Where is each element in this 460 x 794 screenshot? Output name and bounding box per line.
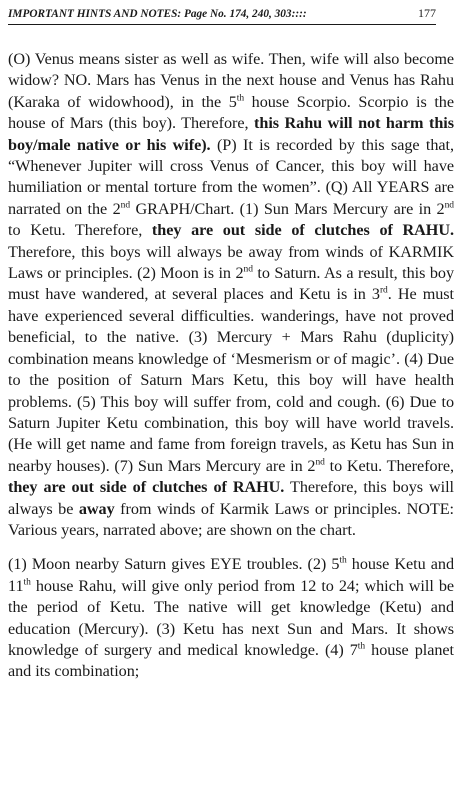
- text-run: house Rahu, will give only period from 12 to 24; which will be the period of Ketu. The native will get knowledge (Ketu) and education (Mercury). (3) Ketu has next Sun and Mars. It shows knowledge of surgery and medical knowledge. (4) 7: [8, 576, 454, 659]
- text-run: house Ketu and 11: [8, 555, 454, 595]
- paragraph: [8, 554, 454, 682]
- text-run: GRAPH/Chart. (1) Sun Mars Mercury are in 2: [130, 199, 445, 218]
- body-text: [8, 49, 454, 683]
- bold-emphasis: they are out side of clutches of RAHU.: [151, 221, 454, 240]
- running-header: [8, 0, 454, 21]
- text-run: Therefore, this boys will always be: [8, 478, 454, 518]
- ordinal-superscript: th: [339, 555, 347, 566]
- ordinal-superscript: rd: [379, 286, 388, 297]
- text-run: to Ketu. Therefore,: [8, 221, 152, 240]
- ordinal-superscript: th: [236, 93, 245, 104]
- ordinal-superscript: nd: [444, 200, 454, 211]
- text-run: to Saturn. As a result, this boy must have wandered, at several places and Ketu is in 3: [8, 264, 454, 304]
- text-run: from winds of Karmik Laws or principles. NOTE: Various years, narrated above; are shown on the chart.: [8, 499, 454, 539]
- page-number: 177: [418, 6, 436, 20]
- text-run: (1) Moon nearby Saturn gives EYE troubles. (2) 5: [8, 555, 340, 574]
- text-run: to Ketu. Therefore,: [324, 456, 454, 475]
- ordinal-superscript: nd: [120, 200, 131, 211]
- header-rule: [8, 24, 436, 25]
- text-run: (O) Venus means sister as well as wife. Then, wife will also become widow? NO. Mars has Venus in the next house and Venus has Rahu (Karaka of widowhood), in the 5: [8, 50, 454, 111]
- bold-emphasis: they are out side of clutches of RAHU.: [8, 478, 285, 497]
- paragraph: [8, 49, 454, 541]
- bold-emphasis: this Rahu will not harm this boy/male native or his wife).: [8, 114, 454, 154]
- running-title: IMPORTANT HINTS AND NOTES: Page No. 174, 240, 303::::: [8, 8, 307, 20]
- ordinal-superscript: th: [357, 641, 366, 652]
- bold-emphasis: away: [78, 499, 115, 518]
- text-run: . He must have experienced several difficulties. wanderings, have not proved beneficial, to the native. (3) Mercury + Mars Rahu (duplicity) combination means knowledge of ‘Mesmerism or of magic’. (4) Due to the position of Saturn Mars Ketu, this boy will have health problems. (5) This boy will suffer from, cold and cough. (6) Due to Saturn Jupiter Ketu combination, this boy will have world travels. (He will get name and fame from foreign travels, as Ketu has Sun in nearby houses). (7) Sun Mars Mercury are in 2: [8, 285, 454, 475]
- text-run: (P) It is recorded by this sage that, “Whenever Jupiter will cross Venus of Cancer, this boy will have humiliation or mental torture from the women”. (Q) All YEARS are narrated on the 2: [8, 135, 454, 218]
- text-run: house planet and its combination;: [8, 640, 454, 681]
- ordinal-superscript: th: [23, 577, 31, 588]
- ordinal-superscript: nd: [315, 457, 325, 468]
- text-run: Therefore, this boys will always be away from winds of KARMIK Laws or principles. (2) Moon is in 2: [8, 242, 454, 283]
- ordinal-superscript: nd: [243, 264, 253, 275]
- text-run: house Scorpio. Scorpio is the house of Mars (this boy). Therefore,: [8, 92, 454, 133]
